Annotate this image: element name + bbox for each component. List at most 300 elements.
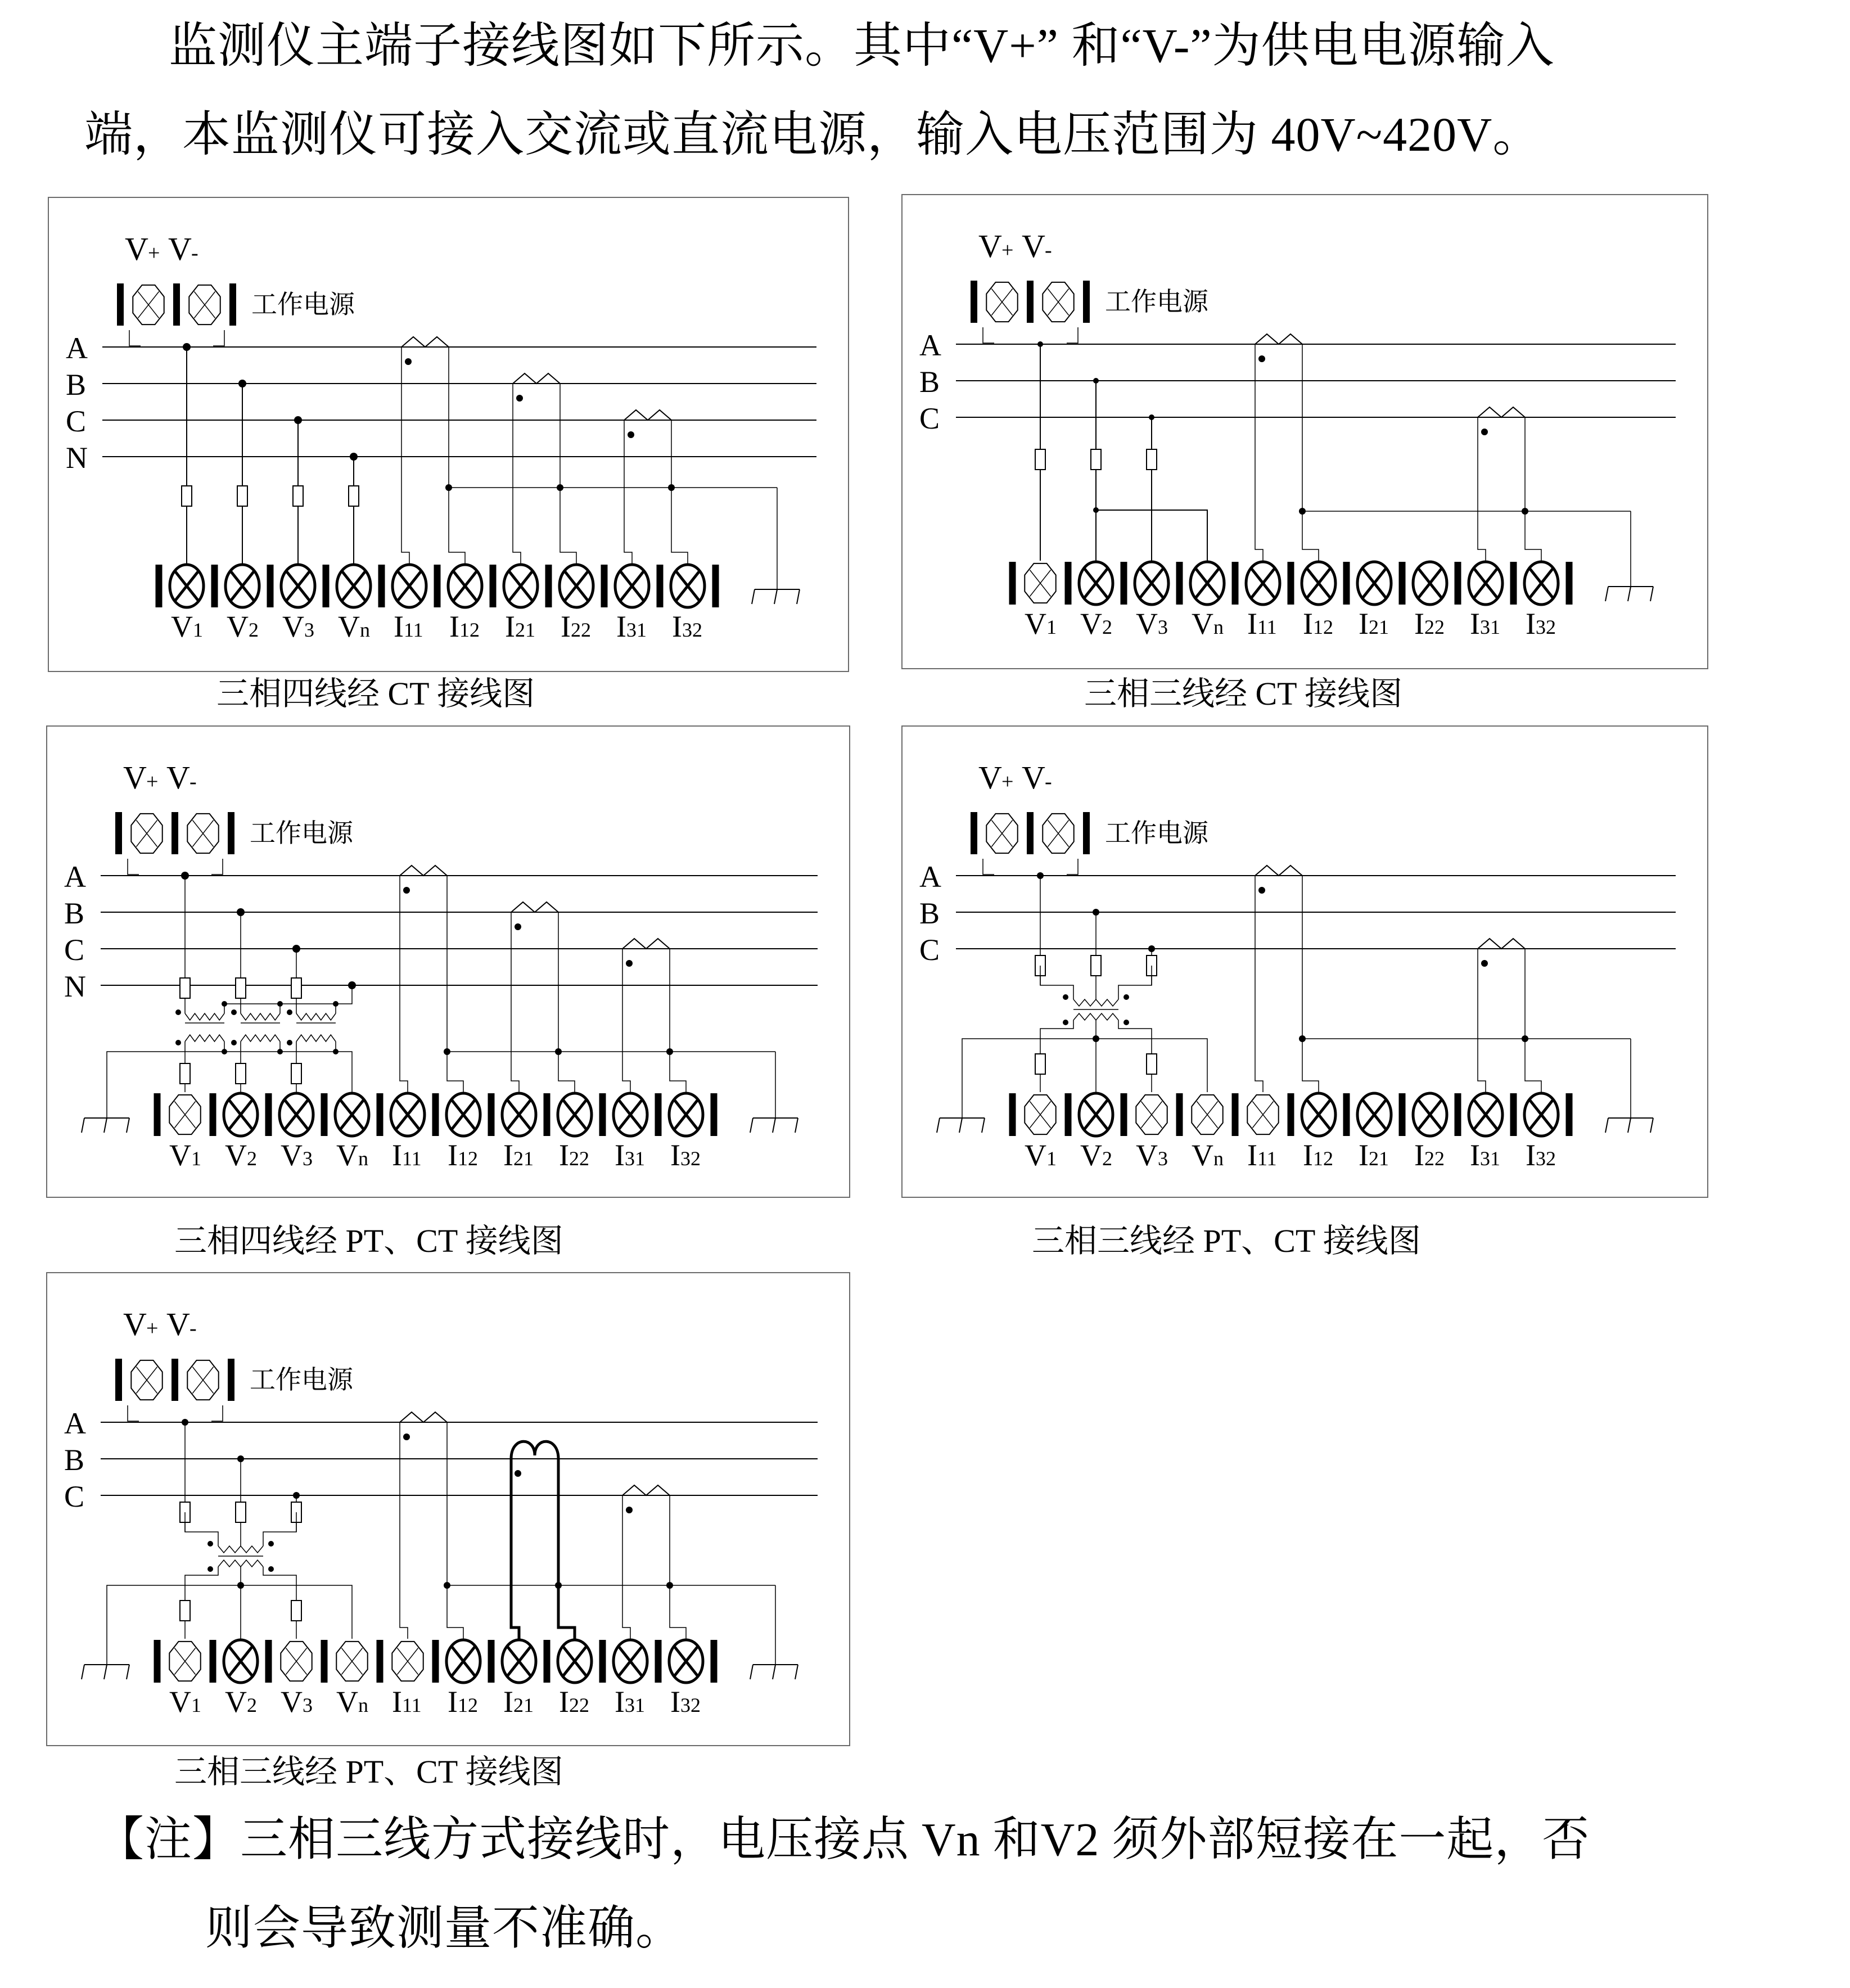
diagram-panel-3p4w-ct bbox=[48, 197, 849, 672]
power-bracket bbox=[1067, 859, 1078, 874]
power-label-vminus: V bbox=[1022, 228, 1045, 264]
terminal-label-sub: 2 bbox=[1102, 1147, 1112, 1170]
ct-primary-icon bbox=[1255, 334, 1302, 344]
power-terminal-separator bbox=[228, 812, 234, 854]
ground-tick bbox=[959, 1118, 962, 1133]
phase-label-n: N bbox=[64, 970, 86, 1003]
terminal-label-sub: 22 bbox=[568, 1147, 589, 1170]
wire bbox=[1255, 344, 1263, 561]
phase-label-a: A bbox=[64, 1407, 86, 1440]
fuse-icon bbox=[291, 1601, 301, 1621]
terminal-label-sub: 31 bbox=[1479, 1147, 1500, 1170]
terminal-screw-icon bbox=[1247, 1095, 1278, 1134]
fuse-icon bbox=[236, 1502, 246, 1522]
ground-tick bbox=[774, 589, 777, 604]
terminal-label-sub: 2 bbox=[247, 1147, 257, 1170]
terminal-label-sub: 32 bbox=[1535, 1147, 1556, 1170]
terminal-separator bbox=[1455, 1093, 1461, 1136]
terminal-label-sub: 31 bbox=[626, 619, 647, 641]
terminal-label-sub: 3 bbox=[304, 619, 314, 641]
junction-dot bbox=[350, 453, 358, 461]
junction-dot bbox=[183, 343, 191, 351]
terminal-separator bbox=[1455, 562, 1461, 605]
terminal-label-sub: 11 bbox=[401, 1694, 422, 1716]
terminal-screw-icon bbox=[446, 1640, 480, 1683]
terminal-screw-icon bbox=[131, 1360, 162, 1400]
fuse-icon bbox=[180, 1063, 190, 1084]
terminal-separator bbox=[711, 1093, 718, 1136]
wire bbox=[447, 1422, 463, 1639]
power-terminal-separator bbox=[117, 283, 124, 326]
terminal-screw-icon bbox=[170, 565, 204, 607]
terminal-separator bbox=[156, 565, 163, 607]
ground-tick bbox=[1605, 1118, 1608, 1133]
pt-winding bbox=[1073, 999, 1118, 1006]
terminal-separator bbox=[1009, 562, 1016, 605]
pt-polarity-dot bbox=[1063, 994, 1068, 1000]
terminal-screw-icon bbox=[1192, 1095, 1222, 1134]
power-bracket bbox=[129, 330, 141, 346]
terminal-label-sub: n bbox=[1213, 616, 1224, 638]
ct-primary-icon bbox=[511, 1441, 558, 1459]
power-label-vminus: V bbox=[168, 231, 192, 267]
terminal-separator bbox=[210, 1093, 216, 1136]
terminal-screw-icon bbox=[337, 565, 371, 607]
phase-label-b: B bbox=[66, 368, 87, 402]
wire bbox=[670, 1495, 686, 1639]
ct-primary-icon bbox=[622, 1485, 670, 1495]
terminal-screw-icon bbox=[189, 285, 220, 324]
fuse-icon bbox=[180, 1601, 190, 1621]
terminal-separator bbox=[488, 1640, 495, 1683]
terminal-screw-icon bbox=[986, 814, 1017, 853]
ground-tick bbox=[982, 1118, 985, 1133]
fuse-icon bbox=[237, 486, 247, 506]
fuse-icon bbox=[1091, 955, 1101, 976]
terminal-screw-icon bbox=[133, 285, 164, 324]
terminal-separator bbox=[1065, 1093, 1072, 1136]
ground-tick bbox=[127, 1118, 129, 1133]
terminal-separator bbox=[377, 1093, 383, 1136]
terminal-label-sub: 1 bbox=[191, 1694, 201, 1716]
wire bbox=[1478, 417, 1486, 561]
terminal-separator bbox=[1510, 562, 1517, 605]
terminal-separator bbox=[432, 1640, 439, 1683]
terminal-screw-icon bbox=[187, 1360, 218, 1400]
wire bbox=[400, 876, 408, 1092]
terminal-label-sub: 21 bbox=[513, 1147, 534, 1170]
terminal-separator bbox=[434, 565, 441, 607]
wire bbox=[1302, 876, 1319, 1092]
wire bbox=[624, 420, 632, 564]
terminal-screw-icon bbox=[336, 1642, 367, 1681]
ground-tick bbox=[104, 1665, 107, 1679]
terminal-screw-icon bbox=[1025, 1095, 1055, 1134]
terminal-label-sub: 2 bbox=[249, 619, 259, 641]
junction-dot bbox=[294, 416, 302, 424]
terminal-label-sub: 21 bbox=[1368, 1147, 1389, 1170]
terminal-label: V3 bbox=[282, 610, 314, 643]
ground-icon bbox=[752, 589, 800, 604]
terminal-screw-icon bbox=[391, 1093, 425, 1136]
terminal-screw-icon bbox=[613, 1093, 647, 1136]
terminal-label: Vn bbox=[338, 610, 370, 643]
terminal-label-sub: 22 bbox=[1424, 616, 1445, 638]
terminal-label-sub: 32 bbox=[1535, 616, 1556, 638]
ground-tick bbox=[127, 1665, 129, 1679]
power-terminal-separator bbox=[1027, 281, 1034, 323]
pt-polarity-dot bbox=[175, 1040, 181, 1045]
terminal-screw-icon bbox=[558, 1093, 592, 1136]
terminal-label-sub: 3 bbox=[1158, 1147, 1168, 1170]
terminal-label: I21 bbox=[1359, 607, 1389, 641]
terminal-label: V1 bbox=[169, 1138, 201, 1172]
terminal-separator bbox=[712, 565, 719, 607]
wire bbox=[511, 1459, 519, 1639]
terminal-label: I11 bbox=[394, 610, 423, 643]
ct-primary-icon bbox=[622, 939, 670, 949]
power-label-vplus: V bbox=[123, 759, 147, 796]
terminal-label-sub: 12 bbox=[1312, 1147, 1333, 1170]
terminal-label: I11 bbox=[1247, 607, 1277, 641]
terminal-separator bbox=[321, 1093, 328, 1136]
power-caption: 工作电源 bbox=[251, 289, 355, 319]
power-terminal-separator bbox=[1083, 812, 1090, 854]
wiring-diagram bbox=[903, 195, 1709, 670]
ct-polarity-dot bbox=[1481, 429, 1488, 435]
terminal-label-sub: n bbox=[360, 619, 370, 641]
terminal-separator bbox=[601, 565, 608, 607]
terminal-label-sub: 1 bbox=[1046, 1147, 1057, 1170]
terminal-separator bbox=[267, 565, 274, 607]
terminal-separator bbox=[154, 1640, 161, 1683]
ct-primary-icon bbox=[513, 373, 560, 384]
terminal-label-sub: 1 bbox=[1046, 616, 1057, 638]
ground-tick bbox=[797, 589, 800, 604]
terminal-separator bbox=[1176, 562, 1183, 605]
terminal-screw-icon bbox=[448, 565, 482, 607]
terminal-label: Vn bbox=[336, 1138, 368, 1172]
terminal-screw-icon bbox=[1079, 1093, 1113, 1136]
terminal-label-sub: 31 bbox=[624, 1694, 645, 1716]
terminal-label: Vn bbox=[1192, 607, 1224, 641]
terminal-separator bbox=[1121, 1093, 1127, 1136]
power-label-vplus: V bbox=[978, 759, 1002, 796]
terminal-screw-icon bbox=[279, 1093, 313, 1136]
ct-polarity-dot bbox=[626, 960, 633, 967]
terminal-separator bbox=[377, 1640, 383, 1683]
pt-winding bbox=[1073, 1013, 1118, 1020]
power-caption: 工作电源 bbox=[250, 1364, 353, 1395]
terminal-screw-icon bbox=[392, 1642, 423, 1681]
terminal-label: I21 bbox=[505, 610, 535, 643]
wire bbox=[513, 384, 521, 564]
terminal-separator bbox=[1009, 1093, 1016, 1136]
terminal-separator bbox=[599, 1640, 606, 1683]
terminal-label: V2 bbox=[1080, 607, 1112, 641]
terminal-label: I32 bbox=[672, 610, 702, 643]
power-label-vminus-sub: - bbox=[1045, 770, 1052, 794]
fuse-icon bbox=[293, 486, 303, 506]
terminal-label-sub: 12 bbox=[457, 1147, 478, 1170]
power-label-vminus: V bbox=[166, 759, 190, 796]
terminal-label: I31 bbox=[1470, 1138, 1500, 1172]
terminal-label-sub: 2 bbox=[1102, 616, 1112, 638]
terminal-label: I12 bbox=[449, 610, 480, 643]
terminal-separator bbox=[1232, 1093, 1239, 1136]
ground-tick bbox=[937, 1118, 940, 1133]
ct-primary-icon bbox=[400, 1412, 447, 1422]
fuse-icon bbox=[1091, 449, 1101, 470]
phase-label-n: N bbox=[66, 441, 88, 475]
fuse-icon bbox=[291, 1063, 301, 1084]
terminal-label: I22 bbox=[1414, 1138, 1445, 1172]
pt-polarity-dot bbox=[268, 1566, 274, 1572]
terminal-screw-icon bbox=[669, 1093, 703, 1136]
terminal-screw-icon bbox=[224, 1093, 258, 1136]
wire bbox=[1302, 344, 1319, 561]
power-bracket bbox=[1067, 327, 1078, 343]
fuse-icon bbox=[1035, 449, 1045, 470]
terminal-screw-icon bbox=[446, 1093, 480, 1136]
wire bbox=[671, 420, 688, 564]
terminal-screw-icon bbox=[1524, 562, 1558, 605]
terminal-label-sub: 3 bbox=[303, 1147, 313, 1170]
power-terminal-separator bbox=[971, 812, 977, 854]
pt-winding bbox=[296, 1013, 336, 1020]
terminal-screw-icon bbox=[1302, 1093, 1335, 1136]
terminal-screw-icon bbox=[1136, 1095, 1167, 1134]
terminal-screw-icon bbox=[281, 565, 315, 607]
wiring-diagram bbox=[903, 727, 1709, 1199]
terminal-label: I12 bbox=[448, 1138, 478, 1172]
terminal-screw-icon bbox=[502, 1640, 536, 1683]
terminal-label: I11 bbox=[392, 1138, 422, 1172]
power-bracket bbox=[211, 859, 223, 874]
ground-tick bbox=[82, 1118, 84, 1133]
wire bbox=[558, 1459, 575, 1639]
diagram-panel-3p3w-pt-ct-alt bbox=[46, 1272, 850, 1746]
terminal-label-sub: 1 bbox=[191, 1147, 201, 1170]
terminal-label: V1 bbox=[1025, 607, 1057, 641]
ct-polarity-dot bbox=[403, 887, 410, 894]
terminal-separator bbox=[655, 1640, 662, 1683]
terminal-separator bbox=[545, 565, 552, 607]
pt-polarity-dot bbox=[207, 1566, 213, 1572]
terminal-label: Vn bbox=[336, 1685, 368, 1719]
terminal-label-sub: 3 bbox=[303, 1694, 313, 1716]
pt-winding bbox=[185, 1035, 224, 1042]
terminal-separator bbox=[154, 1093, 161, 1136]
pt-polarity-dot bbox=[287, 1009, 292, 1015]
terminal-label: I32 bbox=[670, 1138, 701, 1172]
terminal-screw-icon bbox=[131, 814, 162, 853]
terminal-label: V1 bbox=[169, 1685, 201, 1719]
diagram-caption: 三相三线经 PT、CT 接线图 bbox=[1032, 1223, 1421, 1259]
fuse-icon bbox=[236, 1063, 246, 1084]
ground-tick bbox=[104, 1118, 107, 1133]
wiring-diagram bbox=[47, 727, 851, 1199]
power-terminal-separator bbox=[115, 812, 122, 854]
terminal-screw-icon bbox=[1302, 562, 1335, 605]
ct-polarity-dot bbox=[516, 395, 523, 402]
terminal-screw-icon bbox=[1357, 562, 1391, 605]
fuse-icon bbox=[1035, 1054, 1045, 1074]
phase-label-b: B bbox=[919, 365, 940, 399]
wire bbox=[449, 347, 465, 564]
terminal-screw-icon bbox=[1413, 562, 1447, 605]
terminal-label-sub: 12 bbox=[457, 1694, 478, 1716]
terminal-label: I21 bbox=[1359, 1138, 1389, 1172]
terminal-separator bbox=[323, 565, 330, 607]
phase-label-c: C bbox=[66, 404, 87, 438]
terminal-label: V3 bbox=[1136, 1138, 1168, 1172]
terminal-screw-icon bbox=[1190, 562, 1224, 605]
ct-primary-icon bbox=[1478, 939, 1525, 949]
fuse-icon bbox=[182, 486, 192, 506]
pt-winding bbox=[218, 1560, 263, 1567]
terminal-screw-icon bbox=[1043, 282, 1073, 322]
ground-tick bbox=[1605, 587, 1608, 601]
terminal-separator bbox=[1343, 562, 1350, 605]
ct-primary-icon bbox=[401, 337, 449, 347]
terminal-label: I22 bbox=[559, 1685, 589, 1719]
terminal-separator bbox=[1399, 562, 1406, 605]
pt-winding bbox=[241, 1013, 280, 1020]
diagram-panel-3p3w-pt-ct bbox=[901, 725, 1708, 1198]
terminal-separator bbox=[265, 1640, 272, 1683]
terminal-screw-icon bbox=[559, 565, 593, 607]
terminal-label: I22 bbox=[559, 1138, 589, 1172]
note-line-2: 则会导致测量不准确。 bbox=[205, 1903, 684, 1955]
junction-dot bbox=[238, 380, 246, 387]
terminal-screw-icon bbox=[502, 1093, 536, 1136]
ct-polarity-dot bbox=[626, 1507, 633, 1513]
terminal-screw-icon bbox=[1357, 1093, 1391, 1136]
terminal-label: V3 bbox=[1136, 607, 1168, 641]
terminal-screw-icon bbox=[225, 565, 259, 607]
terminal-separator bbox=[1343, 1093, 1350, 1136]
pt-polarity-dot bbox=[1063, 1020, 1068, 1025]
terminal-separator bbox=[1566, 1093, 1573, 1136]
terminal-separator bbox=[210, 1640, 216, 1683]
terminal-label: I21 bbox=[503, 1138, 534, 1172]
terminal-label: V1 bbox=[1025, 1138, 1057, 1172]
terminal-separator bbox=[1288, 1093, 1294, 1136]
terminal-separator bbox=[265, 1093, 272, 1136]
pt-winding bbox=[185, 1013, 224, 1020]
wire bbox=[1525, 949, 1541, 1092]
wire bbox=[560, 384, 576, 564]
fuse-icon bbox=[1147, 1054, 1157, 1074]
power-terminal-separator bbox=[1083, 281, 1090, 323]
terminal-label-sub: 11 bbox=[1257, 1147, 1277, 1170]
wire bbox=[1525, 417, 1541, 561]
power-label-vplus-sub: + bbox=[1001, 770, 1014, 794]
wire bbox=[511, 912, 519, 1092]
power-bracket bbox=[983, 859, 994, 874]
terminal-screw-icon bbox=[615, 565, 649, 607]
terminal-label: I31 bbox=[1470, 607, 1500, 641]
power-label-vplus-sub: + bbox=[146, 1317, 159, 1340]
terminal-label: I22 bbox=[1414, 607, 1445, 641]
ground-icon bbox=[82, 1665, 129, 1679]
ct-polarity-dot bbox=[515, 1470, 521, 1477]
pt-polarity-dot bbox=[175, 1009, 181, 1015]
terminal-separator bbox=[657, 565, 664, 607]
ground-icon bbox=[937, 1118, 985, 1133]
ground-icon bbox=[1605, 587, 1653, 601]
terminal-label: Vn bbox=[1192, 1138, 1224, 1172]
ct-primary-icon bbox=[1478, 407, 1525, 417]
terminal-label: V1 bbox=[171, 610, 203, 643]
ground-tick bbox=[795, 1118, 798, 1133]
terminal-label-sub: 21 bbox=[515, 619, 535, 641]
power-label-vminus-sub: - bbox=[189, 1317, 197, 1340]
terminal-label: I32 bbox=[670, 1685, 701, 1719]
terminal-label-sub: 11 bbox=[403, 619, 423, 641]
power-terminal-separator bbox=[115, 1359, 122, 1401]
wire bbox=[447, 876, 463, 1092]
terminal-screw-icon bbox=[281, 1642, 312, 1681]
ground-tick bbox=[1628, 1118, 1631, 1133]
terminal-label: V3 bbox=[281, 1138, 313, 1172]
power-label-vplus: V bbox=[125, 231, 148, 267]
power-terminal-separator bbox=[173, 283, 180, 326]
ct-polarity-dot bbox=[515, 923, 521, 930]
power-label-vminus-sub: - bbox=[189, 770, 197, 794]
phase-label-c: C bbox=[64, 933, 85, 967]
terminal-label: I31 bbox=[616, 610, 647, 643]
terminal-screw-icon bbox=[335, 1093, 369, 1136]
diagram-caption: 三相四线经 CT 接线图 bbox=[216, 675, 535, 712]
terminal-label-sub: n bbox=[358, 1147, 368, 1170]
terminal-label: I21 bbox=[503, 1685, 534, 1719]
phase-label-b: B bbox=[64, 896, 85, 930]
terminal-separator bbox=[432, 1093, 439, 1136]
pt-polarity-dot bbox=[207, 1541, 213, 1547]
pt-polarity-dot bbox=[1123, 1020, 1129, 1025]
pt-polarity-dot bbox=[231, 1040, 237, 1045]
terminal-label-sub: n bbox=[1213, 1147, 1224, 1170]
power-bracket bbox=[213, 330, 224, 346]
wire bbox=[622, 1495, 630, 1639]
pt-polarity-dot bbox=[268, 1541, 274, 1547]
terminal-label-sub: 22 bbox=[570, 619, 591, 641]
terminal-label-sub: 11 bbox=[1257, 616, 1277, 638]
wire bbox=[558, 912, 575, 1092]
wire bbox=[1255, 876, 1263, 1092]
terminal-label-sub: 32 bbox=[682, 619, 702, 641]
pt-winding bbox=[241, 1035, 280, 1042]
terminal-screw-icon bbox=[169, 1642, 200, 1681]
wiring-diagram bbox=[49, 198, 850, 673]
fuse-icon bbox=[1147, 449, 1157, 470]
power-label-vminus: V bbox=[1022, 759, 1045, 796]
power-bracket bbox=[211, 1405, 223, 1421]
ct-polarity-dot bbox=[403, 1433, 410, 1440]
terminal-screw-icon bbox=[187, 814, 218, 853]
terminal-separator bbox=[655, 1093, 662, 1136]
ct-polarity-dot bbox=[1258, 355, 1265, 362]
terminal-separator bbox=[1121, 562, 1127, 605]
terminal-separator bbox=[544, 1640, 551, 1683]
terminal-label-sub: 21 bbox=[1368, 616, 1389, 638]
terminal-label: I32 bbox=[1526, 1138, 1556, 1172]
ct-primary-icon bbox=[400, 865, 447, 876]
pt-winding bbox=[218, 1546, 263, 1553]
terminal-screw-icon bbox=[1025, 564, 1055, 603]
